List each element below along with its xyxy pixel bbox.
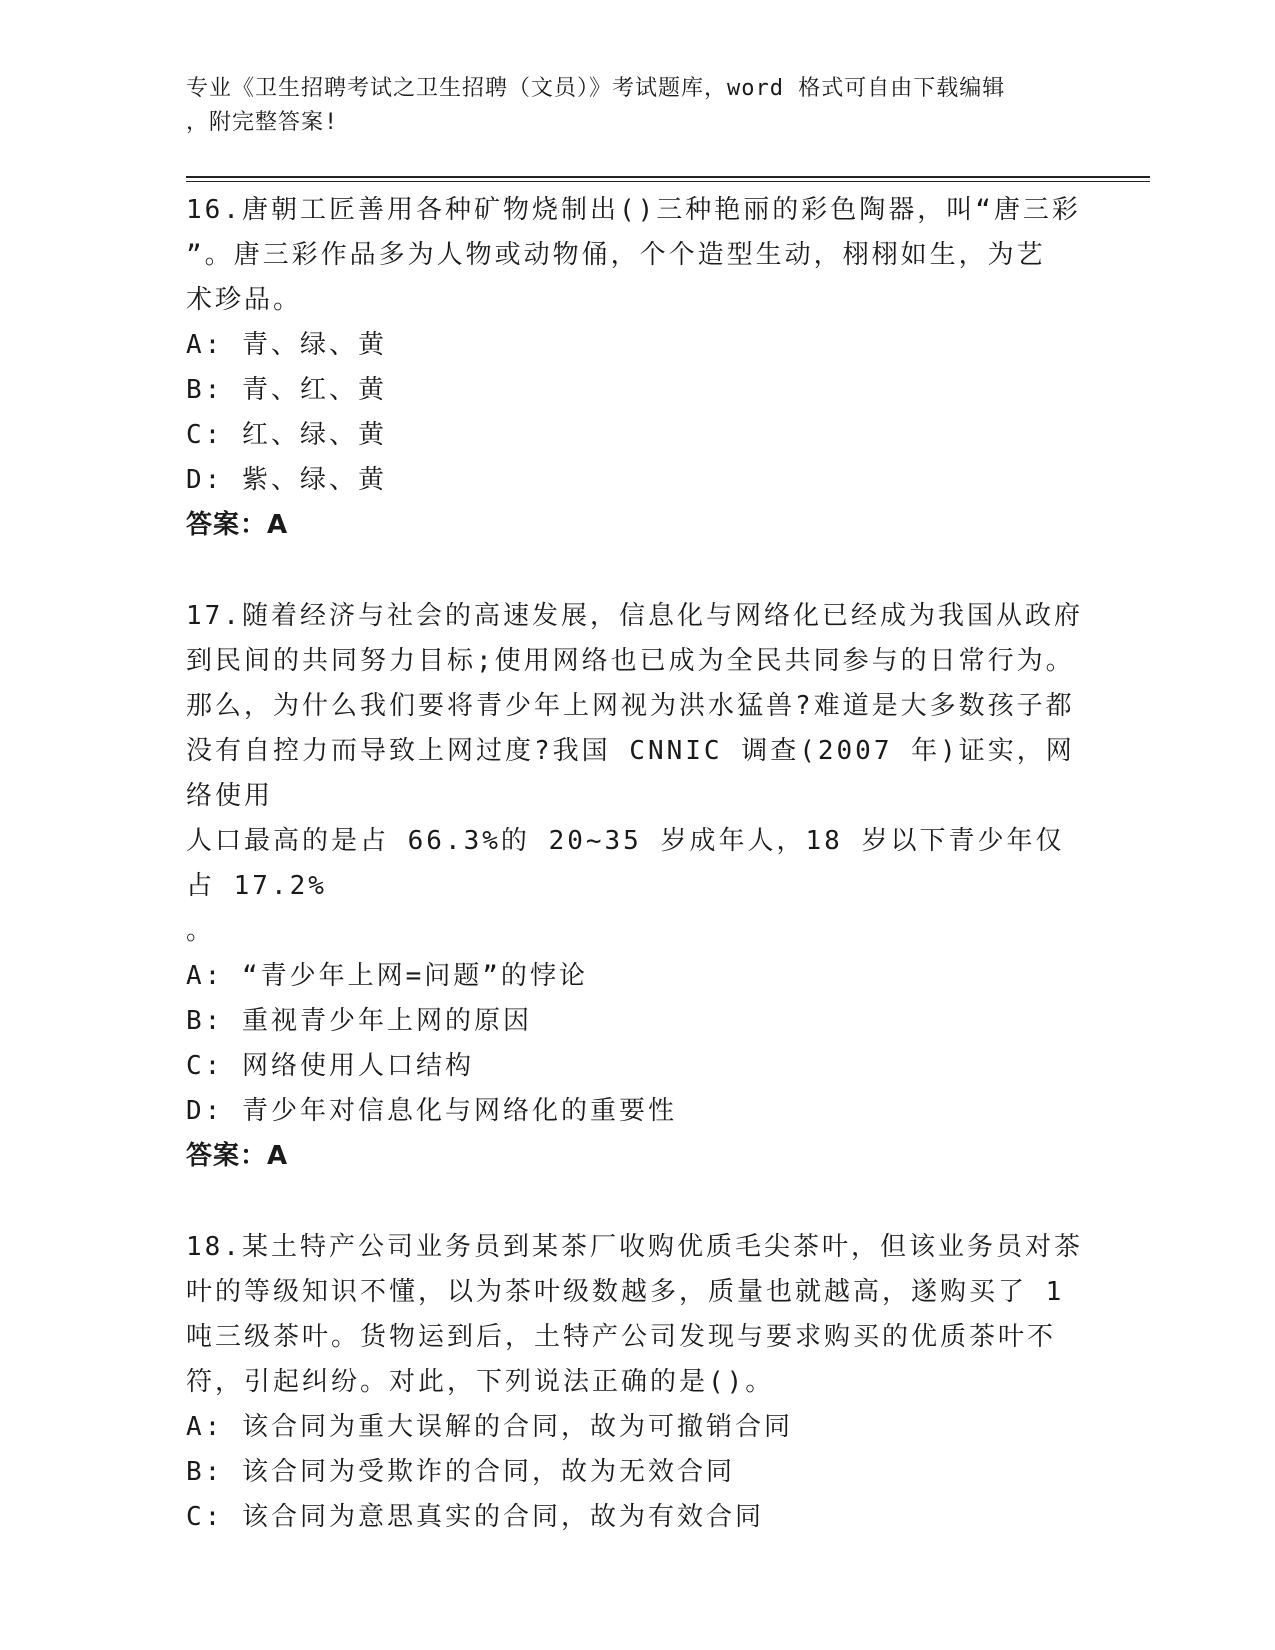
question-stem-line: 叶的等级知识不懂，以为茶叶级数越多，质量也就越高，遂购买了 1 (186, 1277, 1065, 1307)
header-divider-thick (186, 176, 1150, 178)
question-stem-line: 到民间的共同努力目标;使用网络也已成为全民共同参与的日常行为。 (186, 646, 1075, 676)
question-stem-line: 。 (186, 916, 216, 946)
question-18 (186, 1225, 1086, 1540)
question-stem-line: 17.随着经济与社会的高速发展，信息化与网络化已经成为我国从政府 (186, 601, 1083, 631)
question-stem-line: 符，引起纠纷。对此，下列说法正确的是()。 (186, 1367, 775, 1397)
document-header (186, 72, 1066, 140)
option-a: A: 青、绿、黄 (186, 330, 387, 360)
option-d: D: 青少年对信息化与网络化的重要性 (186, 1096, 677, 1126)
question-stem-line: 16.唐朝工匠善用各种矿物烧制出()三种艳丽的彩色陶器，叫“唐三彩 (186, 195, 1081, 225)
question-stem-line: 人口最高的是占 66.3%的 20~35 岁成年人，18 岁以下青少年仅占 17.2% (186, 826, 1065, 901)
question-stem-line: ”。唐三彩作品多为人物或动物俑，个个造型生动，栩栩如生，为艺 (186, 240, 1046, 270)
header-line-1: 专业《卫生招聘考试之卫生招聘（文员）》考试题库，word 格式可自由下载编辑 (186, 76, 1006, 101)
question-17 (186, 594, 1086, 1179)
option-b: B: 重视青少年上网的原因 (186, 1006, 532, 1036)
option-c: C: 红、绿、黄 (186, 420, 387, 450)
question-stem-line: 吨三级茶叶。货物运到后，土特产公司发现与要求购买的优质茶叶不 (186, 1322, 1057, 1352)
option-a: A: 该合同为重大误解的合同，故为可撤销合同 (186, 1412, 793, 1442)
option-a: A: “青少年上网=问题”的悖论 (186, 961, 588, 991)
header-divider-thin (186, 181, 1150, 182)
answer-line: 答案：A (186, 510, 289, 540)
question-stem-line: 那么，为什么我们要将青少年上网视为洪水猛兽?难道是大多数孩子都 (186, 691, 1075, 721)
option-c: C: 该合同为意思真实的合同，故为有效合同 (186, 1502, 764, 1532)
option-d: D: 紫、绿、黄 (186, 465, 387, 495)
header-line-2: ，附完整答案! (186, 110, 339, 135)
question-16 (186, 188, 1086, 548)
option-c: C: 网络使用人口结构 (186, 1051, 474, 1081)
question-list (186, 188, 1086, 1586)
option-b: B: 该合同为受欺诈的合同，故为无效合同 (186, 1457, 735, 1487)
answer-line: 答案：A (186, 1141, 289, 1171)
question-stem-line: 没有自控力而导致上网过度?我国 CNNIC 调查(2007 年)证实，网络使用 (186, 736, 1075, 811)
question-stem-line: 18.某土特产公司业务员到某茶厂收购优质毛尖茶叶，但该业务员对茶 (186, 1232, 1083, 1262)
question-stem-line: 术珍品。 (186, 285, 303, 315)
option-b: B: 青、红、黄 (186, 375, 387, 405)
